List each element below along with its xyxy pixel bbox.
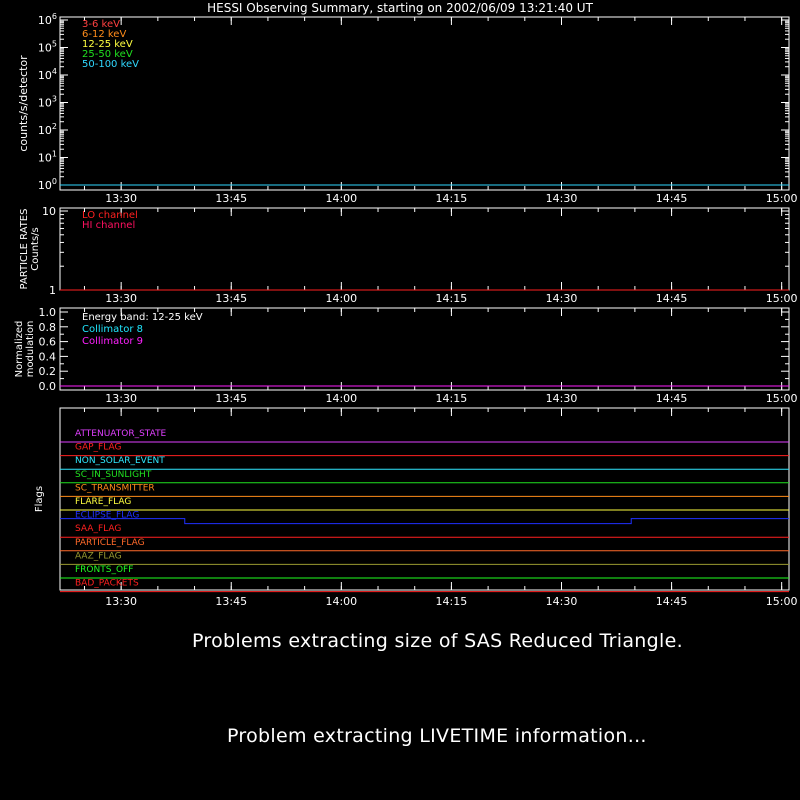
y-tick-label: $10^6$	[37, 12, 57, 27]
legend-entry: 6-12 keV	[82, 29, 127, 40]
flag-label: FLARE_FLAG	[75, 497, 132, 507]
x-tick-label: 14:15	[435, 392, 468, 405]
legend-entry: Collimator 8	[82, 324, 143, 335]
x-tick-label: 14:30	[545, 292, 578, 305]
x-tick-label: 14:45	[655, 292, 688, 305]
sas-message: Problems extracting size of SAS Reduced Triangle.	[192, 630, 683, 652]
x-tick-label: 14:45	[655, 392, 688, 405]
livetime-message: Problem extracting LIVETIME information...	[227, 725, 647, 747]
x-tick-label: 15:00	[765, 595, 798, 608]
legend-entry: HI channel	[82, 220, 136, 231]
y-tick-label: $10^4$	[37, 67, 57, 82]
x-tick-label: 14:15	[435, 292, 468, 305]
x-tick-label: 15:00	[765, 392, 798, 405]
legend-entry: 12-25 keV	[82, 39, 133, 50]
y-axis-label: Flags	[34, 485, 45, 513]
legend-header: Energy band: 12-25 keV	[82, 312, 203, 323]
x-tick-label: 13:30	[105, 595, 138, 608]
y-tick-label: 0.0	[38, 380, 56, 393]
x-tick-label: 14:45	[655, 192, 688, 205]
x-tick-label: 14:15	[435, 192, 468, 205]
x-tick-label: 15:00	[765, 292, 798, 305]
y-axis-label: PARTICLE RATES	[19, 208, 30, 290]
x-tick-label: 14:00	[325, 292, 358, 305]
x-tick-label: 13:45	[215, 292, 248, 305]
x-tick-label: 14:00	[325, 392, 358, 405]
flag-label: GAP_FLAG	[75, 442, 122, 453]
flag-label: ECLIPSE_FLAG	[75, 510, 140, 521]
flag-label: FRONTS_OFF	[75, 565, 134, 575]
y-tick-label: 1.0	[38, 306, 56, 319]
x-tick-label: 14:30	[545, 392, 578, 405]
chart-title: HESSI Observing Summary, starting on 2002/06/09 13:21:40 UT	[207, 1, 593, 15]
legend-entry: 50-100 keV	[82, 59, 140, 70]
x-tick-label: 14:00	[325, 192, 358, 205]
x-tick-label: 14:45	[655, 595, 688, 608]
panel-frame-1	[60, 208, 789, 290]
x-tick-label: 13:45	[215, 192, 248, 205]
legend-entry: 3-6 keV	[82, 19, 120, 30]
y-tick-label: $10^2$	[37, 122, 57, 137]
x-tick-label: 14:15	[435, 595, 468, 608]
legend-entry: 25-50 keV	[82, 49, 133, 60]
flag-label: PARTICLE_FLAG	[75, 537, 145, 548]
flag-label: BAD_PACKETS	[75, 578, 139, 589]
panel-frame-3	[60, 408, 789, 590]
y-tick-label: 10	[42, 205, 56, 218]
flag-label: SC_IN_SUNLIGHT	[75, 469, 152, 480]
x-tick-label: 13:45	[215, 392, 248, 405]
x-tick-label: 14:30	[545, 595, 578, 608]
y-tick-label: $10^0$	[37, 177, 57, 192]
y-axis-label: modulation	[25, 320, 36, 378]
flag-label: AAZ_FLAG	[75, 551, 122, 562]
x-tick-label: 13:30	[105, 392, 138, 405]
flag-line	[60, 519, 789, 524]
y-tick-label: $10^3$	[37, 94, 57, 110]
flag-label: SAA_FLAG	[75, 524, 122, 535]
x-tick-label: 14:30	[545, 192, 578, 205]
y-axis-label: Normalized	[14, 320, 25, 378]
y-tick-label: $10^1$	[37, 149, 57, 165]
y-tick-label: 0.2	[38, 365, 56, 379]
y-tick-label: $10^5$	[37, 39, 57, 55]
panel-frame-0	[60, 17, 789, 190]
flag-label: ATTENUATOR_STATE	[75, 429, 167, 439]
x-tick-label: 15:00	[765, 192, 798, 205]
y-axis-label: Counts/s	[30, 227, 41, 271]
y-tick-label: 0.4	[38, 350, 56, 364]
x-tick-label: 14:00	[325, 595, 358, 608]
x-tick-label: 13:30	[105, 192, 138, 205]
x-tick-label: 13:45	[215, 595, 248, 608]
y-tick-label: 0.8	[38, 320, 56, 334]
legend-entry: LO channel	[82, 210, 138, 221]
y-axis-label: counts/s/detector	[17, 55, 30, 152]
flag-label: NON_SOLAR_EVENT	[75, 456, 165, 467]
x-tick-label: 13:30	[105, 292, 138, 305]
flag-label: SC_TRANSMITTER	[75, 483, 155, 494]
y-tick-label: 1	[49, 284, 56, 297]
y-tick-label: 0.6	[38, 335, 56, 349]
legend-entry: Collimator 9	[82, 336, 143, 347]
